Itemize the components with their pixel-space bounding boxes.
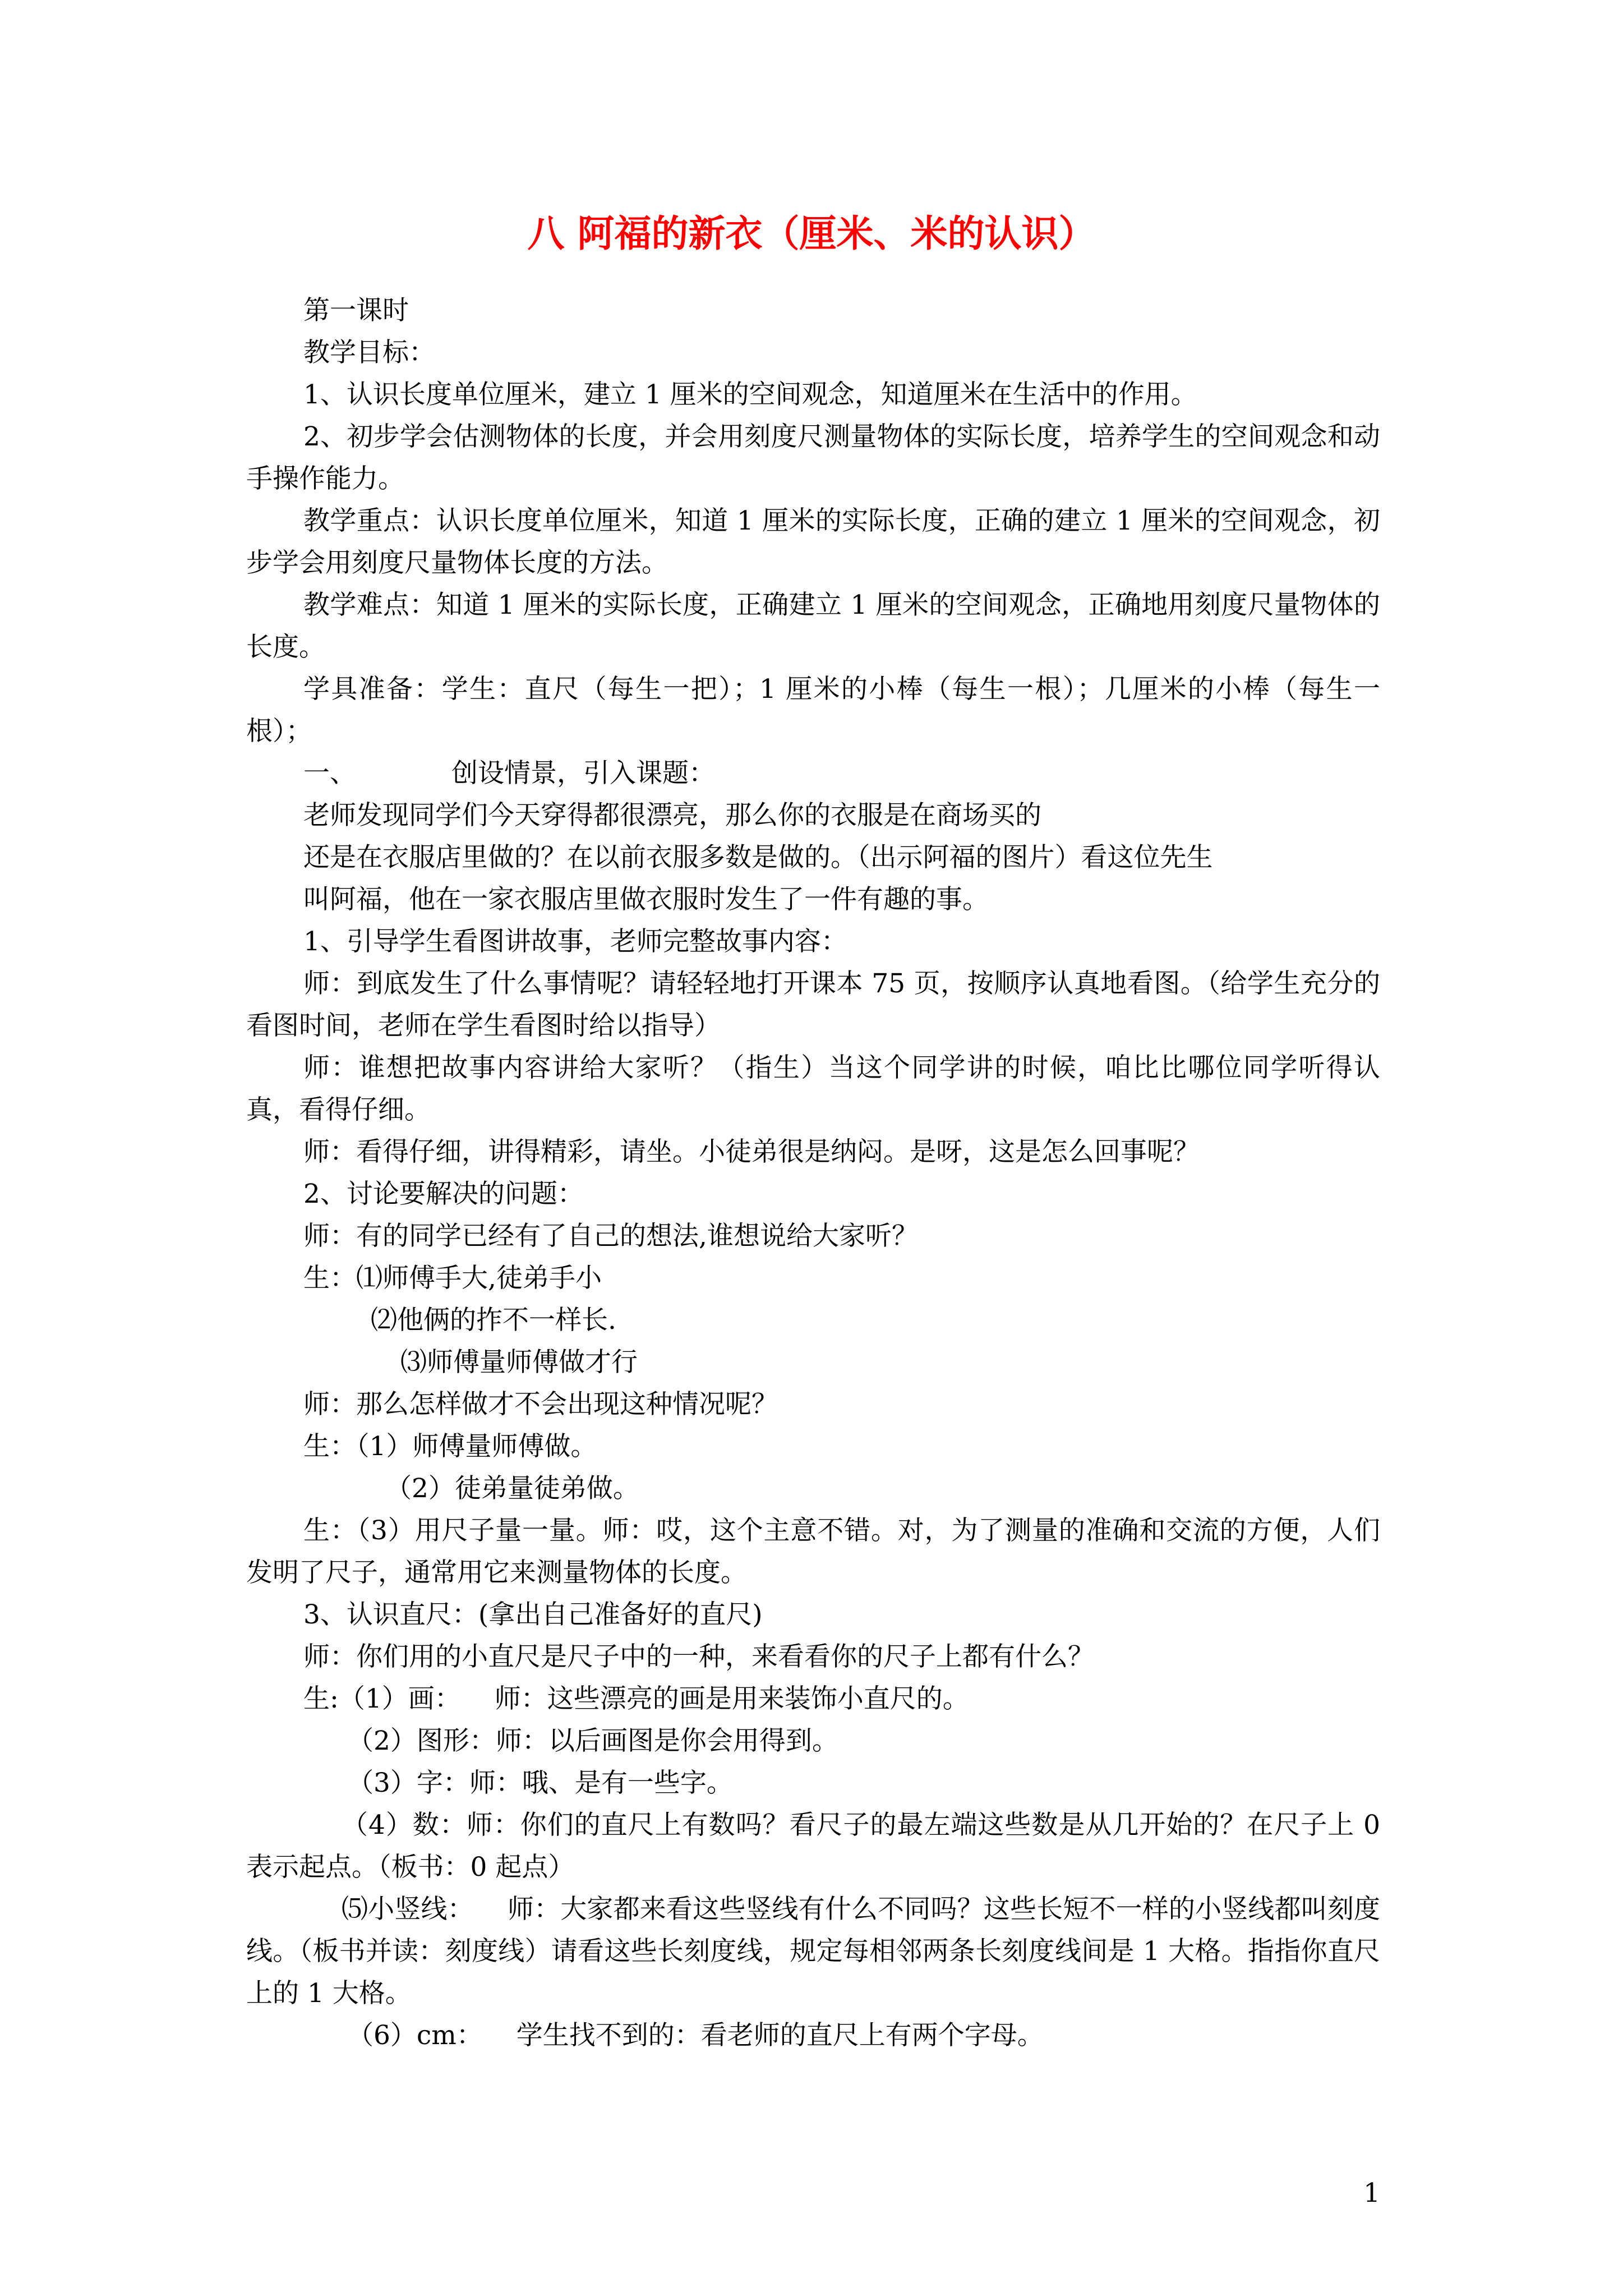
text-line: 叫阿福，他在一家衣服店里做衣服时发生了一件有趣的事。 xyxy=(303,884,989,915)
answer-line: （3）字：师：哦、是有一些字。 xyxy=(347,1768,733,1798)
text-line: 老师发现同学们今天穿得都很漂亮，那么你的衣服是在商场买的 xyxy=(303,800,1041,831)
page-number: 1 xyxy=(1363,2178,1380,2208)
lesson-period: 第一课时 xyxy=(303,295,409,326)
answer-line: ⑵他俩的拃不一样长. xyxy=(371,1305,616,1336)
dialogue-paragraph: 师：到底发生了什么事情呢？请轻轻地打开课本 75 页，按顺序认真地看图。（给学生充分的看图时间，老师在学生看图时给以指导） xyxy=(246,968,1380,1041)
document-title: 八 阿福的新衣（厘米、米的认识） xyxy=(527,212,1096,255)
answer-line xyxy=(246,2014,1380,2056)
step-heading-1: 1、引导学生看图讲故事，老师完整故事内容： xyxy=(303,926,847,957)
section-heading-objectives: 教学目标： xyxy=(303,337,435,368)
dialogue-paragraph: 生：（3）用尺子量一量。师：哎，这个主意不错。对，为了测量的准确和交流的方便，人们发明了尺子，通常用它来测量物体的长度。 xyxy=(246,1515,1380,1588)
difficulties-paragraph: 教学难点：知道 1 厘米的实际长度，正确建立 1 厘米的空间观念，正确地用刻度尺量物体的长度。 xyxy=(246,590,1380,662)
dialogue-line: 师：那么怎样做才不会出现这种情况呢？ xyxy=(303,1389,778,1420)
dialogue-paragraph: 师：谁想把故事内容讲给大家听？（指生）当这个同学讲的时候，咱比比哪位同学听得认真，看得仔细。 xyxy=(246,1052,1380,1125)
materials-paragraph: 学具准备：学生：直尺（每生一把）；1 厘米的小棒（每生一根）；几厘米的小棒（每生一根）； xyxy=(246,674,1380,747)
section-heading-intro xyxy=(246,752,1380,794)
answer-line: ⑶师傅量师傅做才行 xyxy=(400,1347,638,1378)
dialogue-line: 师：看得仔细，讲得精彩，请坐。小徒弟很是纳闷。是呀，这是怎么回事呢？ xyxy=(303,1137,1200,1167)
section-title: 创设情景，引入课题： xyxy=(451,758,715,789)
answer-line: 生：⑴师傅手大,徒弟手小 xyxy=(303,1263,602,1294)
answer-line xyxy=(246,1678,1380,1720)
key-points-paragraph: 教学重点：认识长度单位厘米，知道 1 厘米的实际长度，正确的建立 1 厘米的空间观念，初步学会用刻度尺量物体长度的方法。 xyxy=(246,505,1380,578)
answer-line: （2）图形：师：以后画图是你会用得到。 xyxy=(347,1726,838,1756)
step-heading-2: 2、讨论要解决的问题： xyxy=(303,1179,584,1209)
objective-item-2: 2、初步学会估测物体的长度，并会用刻度尺测量物体的实际长度，培养学生的空间观念和动手操作能力。 xyxy=(246,421,1380,494)
document-body xyxy=(246,289,1380,2056)
answer-paragraph xyxy=(246,1888,1380,2014)
answer-paragraph: （4）数：师：你们的直尺上有数吗？看尺子的最左端这些数是从几开始的？在尺子上 0 表示起点。（板书：0 起点） xyxy=(246,1810,1380,1883)
answer-text: 学生找不到的：看老师的直尺上有两个字母。 xyxy=(516,2020,1044,2051)
dialogue-line: 师：有的同学已经有了自己的想法,谁想说给大家听？ xyxy=(303,1221,918,1251)
objective-item-1: 1、认识长度单位厘米，建立 1 厘米的空间观念，知道厘米在生活中的作用。 xyxy=(303,379,1197,410)
text-line: 还是在衣服店里做的？在以前衣服多数是做的。（出示阿福的图片）看这位先生 xyxy=(303,842,1213,873)
step-heading-3: 3、认识直尺：(拿出自己准备好的直尺) xyxy=(303,1599,763,1630)
answer-label: ⑸小竖线： xyxy=(342,1894,474,1925)
answer-line: 生：（1）师傅量师傅做。 xyxy=(303,1431,597,1462)
answer-text: 师：大家都来看这些竖线有什么不同吗？这些长短不一样的小竖线都叫刻度线。（板书并读：刻度线）请看这些长刻度线，规定每相邻两条长刻度线间是 1 大格。指指你直尺上的 1 大格。 xyxy=(246,1894,1381,2009)
answer-line: （2）徒弟量徒弟做。 xyxy=(385,1473,639,1504)
answer-label: （6）cm： xyxy=(347,2020,483,2051)
answer-text: 师：这些漂亮的画是用来装饰小直尺的。 xyxy=(494,1683,969,1714)
dialogue-line: 师：你们用的小直尺是尺子中的一种，来看看你的尺子上都有什么？ xyxy=(303,1641,1094,1672)
answer-label: 生:（1）画： xyxy=(303,1683,461,1714)
section-number: 一、 xyxy=(303,758,356,789)
